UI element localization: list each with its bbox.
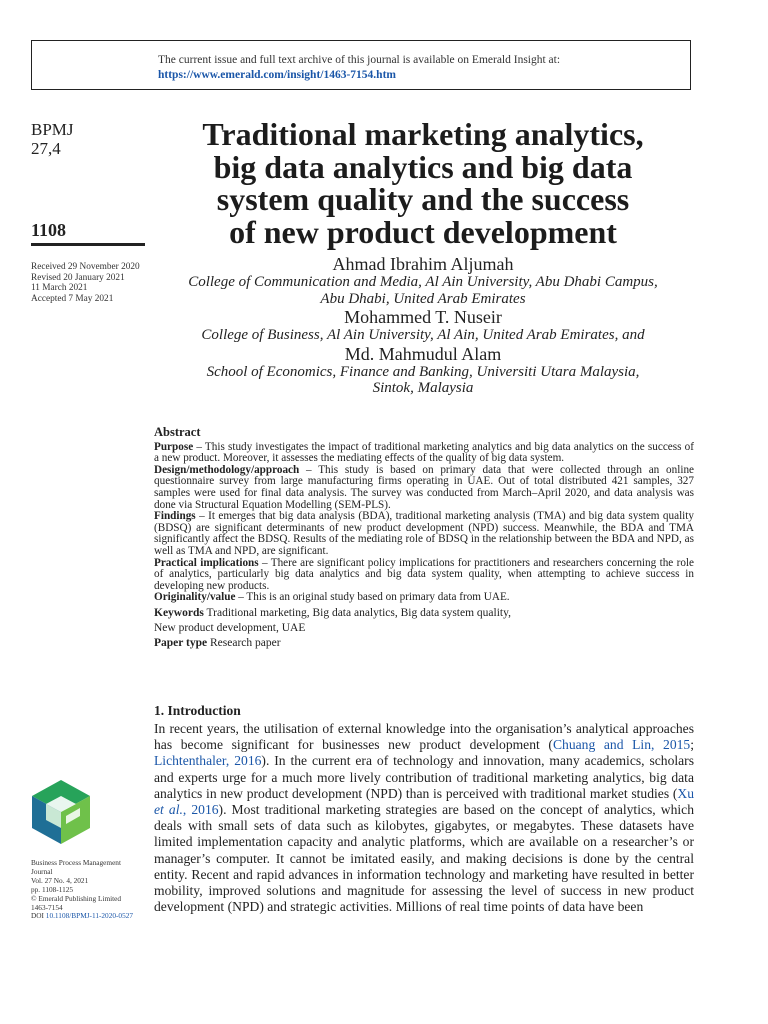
author-affiliation: Abu Dhabi, United Arab Emirates: [320, 290, 526, 307]
journal-full-name: Business Process Management: [31, 858, 121, 867]
abstract-heading: Abstract: [154, 425, 201, 439]
author-name: Ahmad Ibrahim Aljumah: [332, 254, 514, 274]
author-affiliation: Sintok, Malaysia: [372, 380, 474, 396]
access-notice-text: The current issue and full text archive of this journal is available on Emerald Insight at:: [158, 54, 561, 66]
intro-text: In recent years, the utilisation of external knowledge into the organisation’s analytical approaches has become significant for businesses new product development (: [154, 721, 694, 753]
author-name: Mohammed T. Nuseir: [344, 307, 502, 327]
author-affiliation: College of Communication and Media, Al Ain University, Abu Dhabi Campus,: [188, 274, 658, 290]
volume-info: Vol. 27 No. 4, 2021: [31, 875, 89, 885]
originality-text: – This is an original study based on primary data from UAE.: [235, 591, 510, 604]
doi-label: DOI: [31, 911, 46, 921]
accepted-date: Accepted 7 May 2021: [31, 293, 114, 304]
access-notice-box: [31, 40, 691, 90]
design-text: – This study is based on primary data that were collected through an online questionnaire survey from large manufacturing firms operating in UAE. Out of total distributed 421 samples, 327 samples were used for final data analysis. The survey was conducted from March–April 2020, and data analysis was done via Structural Equation Modelling (SEM-PLS).: [154, 463, 694, 511]
intro-text: ;: [690, 737, 694, 753]
page-number: 1108: [31, 220, 67, 240]
title-line: big data analytics and big data: [213, 148, 633, 185]
abstract-practical: [154, 558, 694, 593]
keywords-text: Traditional marketing, Big data analytics, Big data system quality,: [203, 606, 511, 619]
purpose-text: – This study investigates the impact of traditional marketing analytics and big data analytics on the success of a new product. Moreover, it assesses the mediating effects of the quality of big data system.: [154, 440, 694, 465]
intro-text: ). In the current era of technology and innovation, many academics, scholars and experts urge for a much more lively contribution of traditional marketing analytics, big data analytics in new product development (NPD) than is perceived with traditional market studies (: [154, 753, 694, 801]
author-affiliation: School of Economics, Finance and Banking, Universiti Utara Malaysia,: [206, 363, 640, 380]
practical-text: – There are significant policy implications for practitioners and researchers concerning the role of analytics, particularly big data analytics and big data system quality, when attempting to achieve success in developing new products.: [154, 556, 694, 592]
journal-logo-icon: [30, 778, 92, 846]
issn: 1463-7154: [31, 902, 63, 912]
copyright: © Emerald Publishing Limited: [31, 893, 122, 903]
abstract-findings: [154, 511, 694, 557]
citation-link[interactable]: Lichtenthaler, 2016: [154, 753, 262, 769]
doi-line: [31, 912, 133, 921]
introduction-heading: 1. Introduction: [154, 703, 241, 718]
title-line: system quality and the success: [216, 181, 630, 217]
abstract-originality: [154, 592, 694, 604]
keywords-label: Keywords: [154, 606, 204, 619]
article-history: [31, 262, 140, 304]
findings-label: Findings: [154, 510, 196, 523]
paper-type-text: Research paper: [207, 636, 281, 649]
abstract-design: [154, 465, 694, 511]
author-block: [150, 254, 696, 397]
author-name: Md. Mahmudul Alam: [344, 343, 502, 364]
journal-full-name-cont: Journal: [31, 866, 53, 876]
design-label: Design/methodology/approach: [154, 463, 300, 476]
revised-date: Revised 20 January 2021: [31, 272, 125, 283]
journal-volume: 27,4: [31, 139, 61, 158]
citation-link[interactable]: Xu et al., 2016: [154, 785, 694, 818]
title-line: Traditional marketing analytics,: [202, 116, 644, 152]
abstract-purpose: [154, 442, 694, 465]
received-date: Received 29 November 2020: [31, 262, 140, 272]
practical-label: Practical implications: [154, 556, 259, 569]
doi-link[interactable]: 10.1108/BPMJ-11-2020-0527: [45, 911, 134, 921]
findings-text: – It emerges that big data analysis (BDA), traditional marketing analysis (TMA) and big data system quality (BDSQ) are significant determinants of new product development (NPD) success. Meanwhile, the BDA and TMA significantly affect the BDSQ. Results of the mediating role of BDSQ in the relationship between the BDA and NPD, as well as TMA and NPD, are significant.: [154, 510, 694, 557]
title-line: of new product development: [229, 213, 617, 250]
originality-label: Originality/value: [154, 591, 236, 604]
intro-text: ). Most traditional marketing strategies are based on the concept of analytics, which deals with small sets of data such as kilobytes, gigabytes, or megabytes. These datasets have limited implementation capacity and analytic platforms, which are available on a researcher’s or manager’s computer. It cannot be imitated easily, and making decisions is done by the central entity. Recent and rapid advances in information technology and marketing have resulted in better mobility, improved solutions and magnitude for assessing the level of success in new product development (NPD) and strategic activities. Millions of real time points of data have been: [154, 802, 695, 915]
purpose-label: Purpose: [154, 440, 194, 453]
keywords: [154, 606, 694, 651]
revised-date-2: 11 March 2021: [31, 283, 88, 293]
page-range: pp. 1108-1125: [31, 884, 74, 894]
introduction-paragraph: [154, 721, 694, 915]
journal-abbreviation: BPMJ: [31, 120, 74, 139]
abstract-section: [154, 427, 694, 651]
page-number-rule: [31, 243, 145, 246]
keywords-text-cont: New product development, UAE: [154, 621, 306, 634]
citation-link[interactable]: Chuang and Lin, 2015: [552, 737, 691, 753]
introduction-section: [154, 703, 694, 915]
paper-type-label: Paper type: [154, 636, 208, 649]
article-title: [150, 118, 696, 248]
journal-url-link[interactable]: https://www.emerald.com/insight/1463-7154.htm: [158, 69, 396, 81]
author-affiliation: College of Business, Al Ain University, Al Ain, United Arab Emirates, and: [201, 327, 645, 343]
publication-info: [31, 859, 133, 921]
